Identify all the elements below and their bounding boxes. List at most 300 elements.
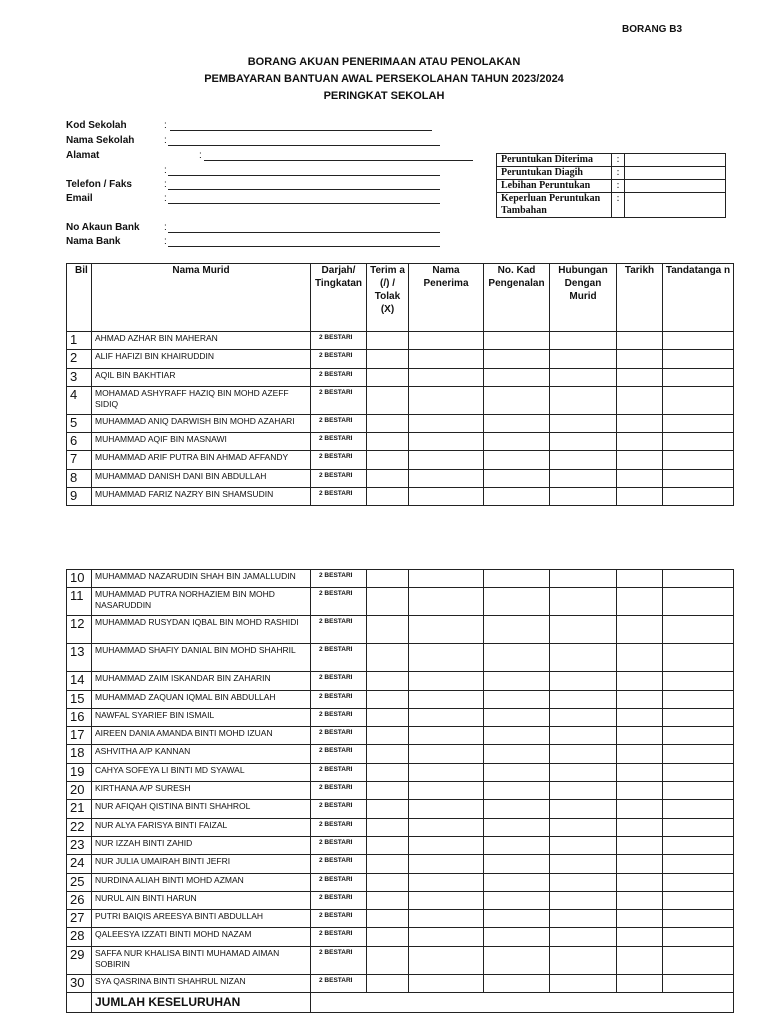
terima-tolak-cell[interactable] bbox=[367, 891, 409, 909]
tarikh-cell[interactable] bbox=[617, 644, 663, 672]
total-value-cell[interactable] bbox=[311, 993, 734, 1013]
header-no-kad: No. Kad Pengenalan bbox=[484, 264, 550, 332]
tarikh-cell[interactable] bbox=[617, 745, 663, 763]
kod-sekolah-colon: : bbox=[164, 120, 167, 131]
table-row bbox=[67, 451, 734, 469]
nama-penerima-cell[interactable] bbox=[409, 414, 484, 432]
no-kad-cell[interactable] bbox=[484, 386, 550, 414]
email-label: Email bbox=[66, 193, 93, 204]
allocation-label: Peruntukan Diterima bbox=[497, 154, 612, 167]
student-table-1 bbox=[66, 263, 734, 506]
tarikh-cell[interactable] bbox=[617, 818, 663, 836]
bil-cell: 24 bbox=[67, 855, 92, 873]
nama-penerima-cell[interactable] bbox=[409, 433, 484, 451]
nama-penerima-cell[interactable] bbox=[409, 469, 484, 487]
tarikh-cell[interactable] bbox=[617, 469, 663, 487]
hubungan-cell[interactable] bbox=[550, 708, 617, 726]
no-akaun-colon: : bbox=[164, 222, 167, 233]
darjah-cell: 2 BESTARI bbox=[311, 488, 367, 506]
terima-tolak-cell[interactable] bbox=[367, 836, 409, 854]
allocation-colon: : bbox=[612, 193, 625, 218]
darjah-cell: 2 BESTARI bbox=[311, 386, 367, 414]
no-kad-cell[interactable] bbox=[484, 588, 550, 616]
bil-cell: 10 bbox=[67, 570, 92, 588]
hubungan-cell[interactable] bbox=[550, 763, 617, 781]
bil-cell: 13 bbox=[67, 644, 92, 672]
tandatangan-cell[interactable] bbox=[663, 727, 734, 745]
allocation-value-field[interactable] bbox=[625, 154, 726, 167]
alamat-label: Alamat bbox=[66, 150, 100, 161]
tarikh-cell[interactable] bbox=[617, 350, 663, 368]
hubungan-cell[interactable] bbox=[550, 800, 617, 818]
header-terima-tolak: Terim a (/) / Tolak (X) bbox=[367, 264, 409, 332]
nama-penerima-cell[interactable] bbox=[409, 350, 484, 368]
terima-tolak-cell[interactable] bbox=[367, 386, 409, 414]
darjah-cell: 2 BESTARI bbox=[311, 873, 367, 891]
hubungan-cell[interactable] bbox=[550, 469, 617, 487]
bil-cell: 16 bbox=[67, 708, 92, 726]
hubungan-cell[interactable] bbox=[550, 414, 617, 432]
hubungan-cell[interactable] bbox=[550, 891, 617, 909]
tandatangan-cell[interactable] bbox=[663, 763, 734, 781]
hubungan-cell[interactable] bbox=[550, 782, 617, 800]
allocation-label: Keperluan Peruntukan Tambahan bbox=[497, 193, 612, 218]
tarikh-cell[interactable] bbox=[617, 588, 663, 616]
hubungan-cell[interactable] bbox=[550, 727, 617, 745]
tandatangan-cell[interactable] bbox=[663, 974, 734, 992]
nama-sekolah-colon: : bbox=[164, 135, 167, 146]
tarikh-cell[interactable] bbox=[617, 368, 663, 386]
nama-penerima-cell[interactable] bbox=[409, 946, 484, 974]
hubungan-cell[interactable] bbox=[550, 616, 617, 644]
tandatangan-cell[interactable] bbox=[663, 928, 734, 946]
telefon-field[interactable] bbox=[168, 181, 440, 190]
tandatangan-cell[interactable] bbox=[663, 855, 734, 873]
allocation-label: Peruntukan Diagih bbox=[497, 167, 612, 180]
tandatangan-cell[interactable] bbox=[663, 782, 734, 800]
darjah-cell: 2 BESTARI bbox=[311, 672, 367, 690]
hubungan-cell[interactable] bbox=[550, 946, 617, 974]
nama-murid-cell: CAHYA SOFEYA LI BINTI MD SYAWAL bbox=[92, 763, 311, 781]
no-kad-cell[interactable] bbox=[484, 644, 550, 672]
terima-tolak-cell[interactable] bbox=[367, 782, 409, 800]
darjah-cell: 2 BESTARI bbox=[311, 910, 367, 928]
bil-cell: 22 bbox=[67, 818, 92, 836]
tandatangan-cell[interactable] bbox=[663, 386, 734, 414]
hubungan-cell[interactable] bbox=[550, 570, 617, 588]
nama-penerima-cell[interactable] bbox=[409, 782, 484, 800]
no-kad-cell[interactable] bbox=[484, 818, 550, 836]
nama-murid-cell: SAFFA NUR KHALISA BINTI MUHAMAD AIMAN SOBIRIN bbox=[92, 946, 311, 974]
nama-murid-cell: MUHAMMAD PUTRA NORHAZIEM BIN MOHD NASARUDDIN bbox=[92, 588, 311, 616]
bil-cell: 21 bbox=[67, 800, 92, 818]
nama-penerima-cell[interactable] bbox=[409, 672, 484, 690]
terima-tolak-cell[interactable] bbox=[367, 644, 409, 672]
no-kad-cell[interactable] bbox=[484, 433, 550, 451]
terima-tolak-cell[interactable] bbox=[367, 745, 409, 763]
darjah-cell: 2 BESTARI bbox=[311, 414, 367, 432]
tandatangan-cell[interactable] bbox=[663, 873, 734, 891]
nama-murid-cell: KIRTHANA A/P SURESH bbox=[92, 782, 311, 800]
nama-penerima-cell[interactable] bbox=[409, 386, 484, 414]
darjah-cell: 2 BESTARI bbox=[311, 727, 367, 745]
nama-penerima-cell[interactable] bbox=[409, 800, 484, 818]
bil-cell: 4 bbox=[67, 386, 92, 414]
no-kad-cell[interactable] bbox=[484, 782, 550, 800]
nama-murid-cell: NUR IZZAH BINTI ZAHID bbox=[92, 836, 311, 854]
tandatangan-cell[interactable] bbox=[663, 451, 734, 469]
tarikh-cell[interactable] bbox=[617, 873, 663, 891]
tandatangan-cell[interactable] bbox=[663, 891, 734, 909]
tarikh-cell[interactable] bbox=[617, 616, 663, 644]
nama-murid-cell: MUHAMMAD ANIQ DARWISH BIN MOHD AZAHARI bbox=[92, 414, 311, 432]
nama-penerima-cell[interactable] bbox=[409, 891, 484, 909]
darjah-cell: 2 BESTARI bbox=[311, 368, 367, 386]
tarikh-cell[interactable] bbox=[617, 727, 663, 745]
allocation-value-field[interactable] bbox=[625, 167, 726, 180]
tarikh-cell[interactable] bbox=[617, 974, 663, 992]
terima-tolak-cell[interactable] bbox=[367, 946, 409, 974]
darjah-cell: 2 BESTARI bbox=[311, 644, 367, 672]
hubungan-cell[interactable] bbox=[550, 672, 617, 690]
terima-tolak-cell[interactable] bbox=[367, 910, 409, 928]
tandatangan-cell[interactable] bbox=[663, 469, 734, 487]
darjah-cell: 2 BESTARI bbox=[311, 332, 367, 350]
tarikh-cell[interactable] bbox=[617, 782, 663, 800]
no-kad-cell[interactable] bbox=[484, 368, 550, 386]
bil-cell: 6 bbox=[67, 433, 92, 451]
terima-tolak-cell[interactable] bbox=[367, 433, 409, 451]
allocation-row bbox=[497, 193, 726, 218]
tarikh-cell[interactable] bbox=[617, 433, 663, 451]
terima-tolak-cell[interactable] bbox=[367, 368, 409, 386]
darjah-cell: 2 BESTARI bbox=[311, 451, 367, 469]
header-tarikh: Tarikh bbox=[617, 264, 663, 332]
no-kad-cell[interactable] bbox=[484, 873, 550, 891]
header-nama-penerima: Nama Penerima bbox=[409, 264, 484, 332]
tandatangan-cell[interactable] bbox=[663, 616, 734, 644]
tandatangan-cell[interactable] bbox=[663, 946, 734, 974]
form-title-line1: BORANG AKUAN PENERIMAAN ATAU PENOLAKAN bbox=[247, 56, 521, 68]
hubungan-cell[interactable] bbox=[550, 745, 617, 763]
bil-cell: 27 bbox=[67, 910, 92, 928]
no-kad-cell[interactable] bbox=[484, 745, 550, 763]
tarikh-cell[interactable] bbox=[617, 855, 663, 873]
tandatangan-cell[interactable] bbox=[663, 414, 734, 432]
telefon-colon: : bbox=[164, 179, 167, 190]
tandatangan-cell[interactable] bbox=[663, 588, 734, 616]
tarikh-cell[interactable] bbox=[617, 488, 663, 506]
terima-tolak-cell[interactable] bbox=[367, 350, 409, 368]
no-kad-cell[interactable] bbox=[484, 727, 550, 745]
hubungan-cell[interactable] bbox=[550, 644, 617, 672]
terima-tolak-cell[interactable] bbox=[367, 672, 409, 690]
nama-penerima-cell[interactable] bbox=[409, 727, 484, 745]
nama-sekolah-label: Nama Sekolah bbox=[66, 135, 135, 146]
header-nama-murid: Nama Murid bbox=[92, 264, 311, 332]
tandatangan-cell[interactable] bbox=[663, 690, 734, 708]
darjah-cell: 2 BESTARI bbox=[311, 616, 367, 644]
allocation-row bbox=[497, 167, 726, 180]
darjah-cell: 2 BESTARI bbox=[311, 782, 367, 800]
nama-murid-cell: NURUL AIN BINTI HARUN bbox=[92, 891, 311, 909]
table-row bbox=[67, 946, 734, 974]
terima-tolak-cell[interactable] bbox=[367, 873, 409, 891]
no-kad-cell[interactable] bbox=[484, 414, 550, 432]
nama-murid-cell: QALEESYA IZZATI BINTI MOHD NAZAM bbox=[92, 928, 311, 946]
no-kad-cell[interactable] bbox=[484, 946, 550, 974]
nama-murid-cell: AQIL BIN BAKHTIAR bbox=[92, 368, 311, 386]
tandatangan-cell[interactable] bbox=[663, 818, 734, 836]
bil-cell: 19 bbox=[67, 763, 92, 781]
bil-cell: 9 bbox=[67, 488, 92, 506]
terima-tolak-cell[interactable] bbox=[367, 708, 409, 726]
nama-penerima-cell[interactable] bbox=[409, 570, 484, 588]
nama-penerima-cell[interactable] bbox=[409, 644, 484, 672]
table-row bbox=[67, 763, 734, 781]
nama-penerima-cell[interactable] bbox=[409, 873, 484, 891]
nama-murid-cell: MUHAMMAD DANISH DANI BIN ABDULLAH bbox=[92, 469, 311, 487]
tarikh-cell[interactable] bbox=[617, 928, 663, 946]
table-row bbox=[67, 873, 734, 891]
no-kad-cell[interactable] bbox=[484, 616, 550, 644]
hubungan-cell[interactable] bbox=[550, 433, 617, 451]
terima-tolak-cell[interactable] bbox=[367, 414, 409, 432]
tandatangan-cell[interactable] bbox=[663, 836, 734, 854]
nama-murid-cell: SYA QASRINA BINTI SHAHRUL NIZAN bbox=[92, 974, 311, 992]
no-akaun-field[interactable] bbox=[168, 224, 440, 233]
table-row bbox=[67, 745, 734, 763]
no-kad-cell[interactable] bbox=[484, 910, 550, 928]
hubungan-cell[interactable] bbox=[550, 350, 617, 368]
hubungan-cell[interactable] bbox=[550, 873, 617, 891]
nama-penerima-cell[interactable] bbox=[409, 745, 484, 763]
hubungan-cell[interactable] bbox=[550, 910, 617, 928]
terima-tolak-cell[interactable] bbox=[367, 928, 409, 946]
tarikh-cell[interactable] bbox=[617, 800, 663, 818]
nama-murid-cell: ASHVITHA A/P KANNAN bbox=[92, 745, 311, 763]
tarikh-cell[interactable] bbox=[617, 708, 663, 726]
table-row bbox=[67, 818, 734, 836]
hubungan-cell[interactable] bbox=[550, 488, 617, 506]
terima-tolak-cell[interactable] bbox=[367, 332, 409, 350]
allocation-value-field[interactable] bbox=[625, 193, 726, 218]
nama-penerima-cell[interactable] bbox=[409, 855, 484, 873]
hubungan-cell[interactable] bbox=[550, 974, 617, 992]
terima-tolak-cell[interactable] bbox=[367, 855, 409, 873]
header-bil: Bil bbox=[67, 264, 92, 332]
darjah-cell: 2 BESTARI bbox=[311, 974, 367, 992]
darjah-cell: 2 BESTARI bbox=[311, 745, 367, 763]
bil-cell: 7 bbox=[67, 451, 92, 469]
no-kad-cell[interactable] bbox=[484, 672, 550, 690]
table-row bbox=[67, 974, 734, 992]
nama-sekolah-field[interactable] bbox=[168, 137, 440, 146]
table-row bbox=[67, 928, 734, 946]
nama-murid-cell: AHMAD AZHAR BIN MAHERAN bbox=[92, 332, 311, 350]
tarikh-cell[interactable] bbox=[617, 910, 663, 928]
no-kad-cell[interactable] bbox=[484, 800, 550, 818]
no-kad-cell[interactable] bbox=[484, 974, 550, 992]
tandatangan-cell[interactable] bbox=[663, 745, 734, 763]
tandatangan-cell[interactable] bbox=[663, 800, 734, 818]
terima-tolak-cell[interactable] bbox=[367, 690, 409, 708]
tandatangan-cell[interactable] bbox=[663, 910, 734, 928]
hubungan-cell[interactable] bbox=[550, 368, 617, 386]
hubungan-cell[interactable] bbox=[550, 332, 617, 350]
hubungan-cell[interactable] bbox=[550, 855, 617, 873]
tarikh-cell[interactable] bbox=[617, 332, 663, 350]
no-kad-cell[interactable] bbox=[484, 451, 550, 469]
hubungan-cell[interactable] bbox=[550, 588, 617, 616]
nama-murid-cell: MUHAMMAD ARIF PUTRA BIN AHMAD AFFANDY bbox=[92, 451, 311, 469]
terima-tolak-cell[interactable] bbox=[367, 570, 409, 588]
alamat-field-1[interactable] bbox=[204, 152, 473, 161]
terima-tolak-cell[interactable] bbox=[367, 588, 409, 616]
nama-penerima-cell[interactable] bbox=[409, 588, 484, 616]
no-kad-cell[interactable] bbox=[484, 690, 550, 708]
tandatangan-cell[interactable] bbox=[663, 570, 734, 588]
nama-penerima-cell[interactable] bbox=[409, 708, 484, 726]
tandatangan-cell[interactable] bbox=[663, 708, 734, 726]
nama-murid-cell: NUR JULIA UMAIRAH BINTI JEFRI bbox=[92, 855, 311, 873]
hubungan-cell[interactable] bbox=[550, 836, 617, 854]
bil-cell: 11 bbox=[67, 588, 92, 616]
nama-penerima-cell[interactable] bbox=[409, 690, 484, 708]
bil-cell: 14 bbox=[67, 672, 92, 690]
darjah-cell: 2 BESTARI bbox=[311, 891, 367, 909]
terima-tolak-cell[interactable] bbox=[367, 727, 409, 745]
darjah-cell: 2 BESTARI bbox=[311, 570, 367, 588]
tarikh-cell[interactable] bbox=[617, 414, 663, 432]
nama-penerima-cell[interactable] bbox=[409, 910, 484, 928]
allocation-value-field[interactable] bbox=[625, 180, 726, 193]
tandatangan-cell[interactable] bbox=[663, 332, 734, 350]
hubungan-cell[interactable] bbox=[550, 451, 617, 469]
email-field[interactable] bbox=[168, 195, 440, 204]
tarikh-cell[interactable] bbox=[617, 891, 663, 909]
tandatangan-cell[interactable] bbox=[663, 433, 734, 451]
no-kad-cell[interactable] bbox=[484, 855, 550, 873]
hubungan-cell[interactable] bbox=[550, 928, 617, 946]
bil-cell: 20 bbox=[67, 782, 92, 800]
terima-tolak-cell[interactable] bbox=[367, 800, 409, 818]
no-kad-cell[interactable] bbox=[484, 928, 550, 946]
tarikh-cell[interactable] bbox=[617, 946, 663, 974]
bil-cell: 15 bbox=[67, 690, 92, 708]
nama-murid-cell: MUHAMMAD FARIZ NAZRY BIN SHAMSUDIN bbox=[92, 488, 311, 506]
nama-murid-cell: MUHAMMAD ZAIM ISKANDAR BIN ZAHARIN bbox=[92, 672, 311, 690]
kod-sekolah-label: Kod Sekolah bbox=[66, 120, 127, 131]
terima-tolak-cell[interactable] bbox=[367, 974, 409, 992]
header-hubungan: Hubungan Dengan Murid bbox=[550, 264, 617, 332]
no-kad-cell[interactable] bbox=[484, 763, 550, 781]
nama-penerima-cell[interactable] bbox=[409, 488, 484, 506]
form-title-line3: PERINGKAT SEKOLAH bbox=[323, 90, 445, 102]
allocation-colon: : bbox=[612, 167, 625, 180]
no-kad-cell[interactable] bbox=[484, 570, 550, 588]
nama-murid-cell: PUTRI BAIQIS AREESYA BINTI ABDULLAH bbox=[92, 910, 311, 928]
nama-penerima-cell[interactable] bbox=[409, 616, 484, 644]
form-code: BORANG B3 bbox=[622, 24, 683, 35]
table-row bbox=[67, 433, 734, 451]
bil-cell: 26 bbox=[67, 891, 92, 909]
nama-penerima-cell[interactable] bbox=[409, 763, 484, 781]
tarikh-cell[interactable] bbox=[617, 570, 663, 588]
darjah-cell: 2 BESTARI bbox=[311, 946, 367, 974]
nama-bank-field[interactable] bbox=[168, 238, 440, 247]
bil-cell: 1 bbox=[67, 332, 92, 350]
bil-cell: 8 bbox=[67, 469, 92, 487]
terima-tolak-cell[interactable] bbox=[367, 488, 409, 506]
tarikh-cell[interactable] bbox=[617, 386, 663, 414]
no-kad-cell[interactable] bbox=[484, 488, 550, 506]
nama-penerima-cell[interactable] bbox=[409, 451, 484, 469]
hubungan-cell[interactable] bbox=[550, 386, 617, 414]
tarikh-cell[interactable] bbox=[617, 690, 663, 708]
nama-penerima-cell[interactable] bbox=[409, 368, 484, 386]
tandatangan-cell[interactable] bbox=[663, 644, 734, 672]
no-kad-cell[interactable] bbox=[484, 332, 550, 350]
table-row bbox=[67, 570, 734, 588]
darjah-cell: 2 BESTARI bbox=[311, 763, 367, 781]
terima-tolak-cell[interactable] bbox=[367, 763, 409, 781]
tandatangan-cell[interactable] bbox=[663, 672, 734, 690]
nama-murid-cell: MUHAMMAD AQIF BIN MASNAWI bbox=[92, 433, 311, 451]
header-darjah: Darjah/ Tingkatan bbox=[311, 264, 367, 332]
tarikh-cell[interactable] bbox=[617, 763, 663, 781]
table-row bbox=[67, 588, 734, 616]
tandatangan-cell[interactable] bbox=[663, 350, 734, 368]
darjah-cell: 2 BESTARI bbox=[311, 588, 367, 616]
bil-cell: 28 bbox=[67, 928, 92, 946]
table-row bbox=[67, 672, 734, 690]
nama-penerima-cell[interactable] bbox=[409, 836, 484, 854]
tarikh-cell[interactable] bbox=[617, 836, 663, 854]
terima-tolak-cell[interactable] bbox=[367, 451, 409, 469]
nama-penerima-cell[interactable] bbox=[409, 332, 484, 350]
hubungan-cell[interactable] bbox=[550, 690, 617, 708]
table-row bbox=[67, 414, 734, 432]
nama-penerima-cell[interactable] bbox=[409, 818, 484, 836]
terima-tolak-cell[interactable] bbox=[367, 818, 409, 836]
no-kad-cell[interactable] bbox=[484, 469, 550, 487]
table-row bbox=[67, 782, 734, 800]
tarikh-cell[interactable] bbox=[617, 451, 663, 469]
alamat-field-2[interactable] bbox=[168, 167, 440, 176]
allocation-colon: : bbox=[612, 154, 625, 167]
nama-penerima-cell[interactable] bbox=[409, 974, 484, 992]
terima-tolak-cell[interactable] bbox=[367, 616, 409, 644]
no-kad-cell[interactable] bbox=[484, 891, 550, 909]
tandatangan-cell[interactable] bbox=[663, 488, 734, 506]
no-kad-cell[interactable] bbox=[484, 350, 550, 368]
kod-sekolah-field[interactable] bbox=[170, 122, 432, 131]
darjah-cell: 2 BESTARI bbox=[311, 350, 367, 368]
table-row bbox=[67, 800, 734, 818]
nama-penerima-cell[interactable] bbox=[409, 928, 484, 946]
hubungan-cell[interactable] bbox=[550, 818, 617, 836]
tarikh-cell[interactable] bbox=[617, 672, 663, 690]
terima-tolak-cell[interactable] bbox=[367, 469, 409, 487]
tandatangan-cell[interactable] bbox=[663, 368, 734, 386]
bil-cell: 30 bbox=[67, 974, 92, 992]
nama-murid-cell: ALIF HAFIZI BIN KHAIRUDDIN bbox=[92, 350, 311, 368]
no-kad-cell[interactable] bbox=[484, 836, 550, 854]
nama-murid-cell: MUHAMMAD RUSYDAN IQBAL BIN MOHD RASHIDI bbox=[92, 616, 311, 644]
no-kad-cell[interactable] bbox=[484, 708, 550, 726]
bil-cell: 12 bbox=[67, 616, 92, 644]
